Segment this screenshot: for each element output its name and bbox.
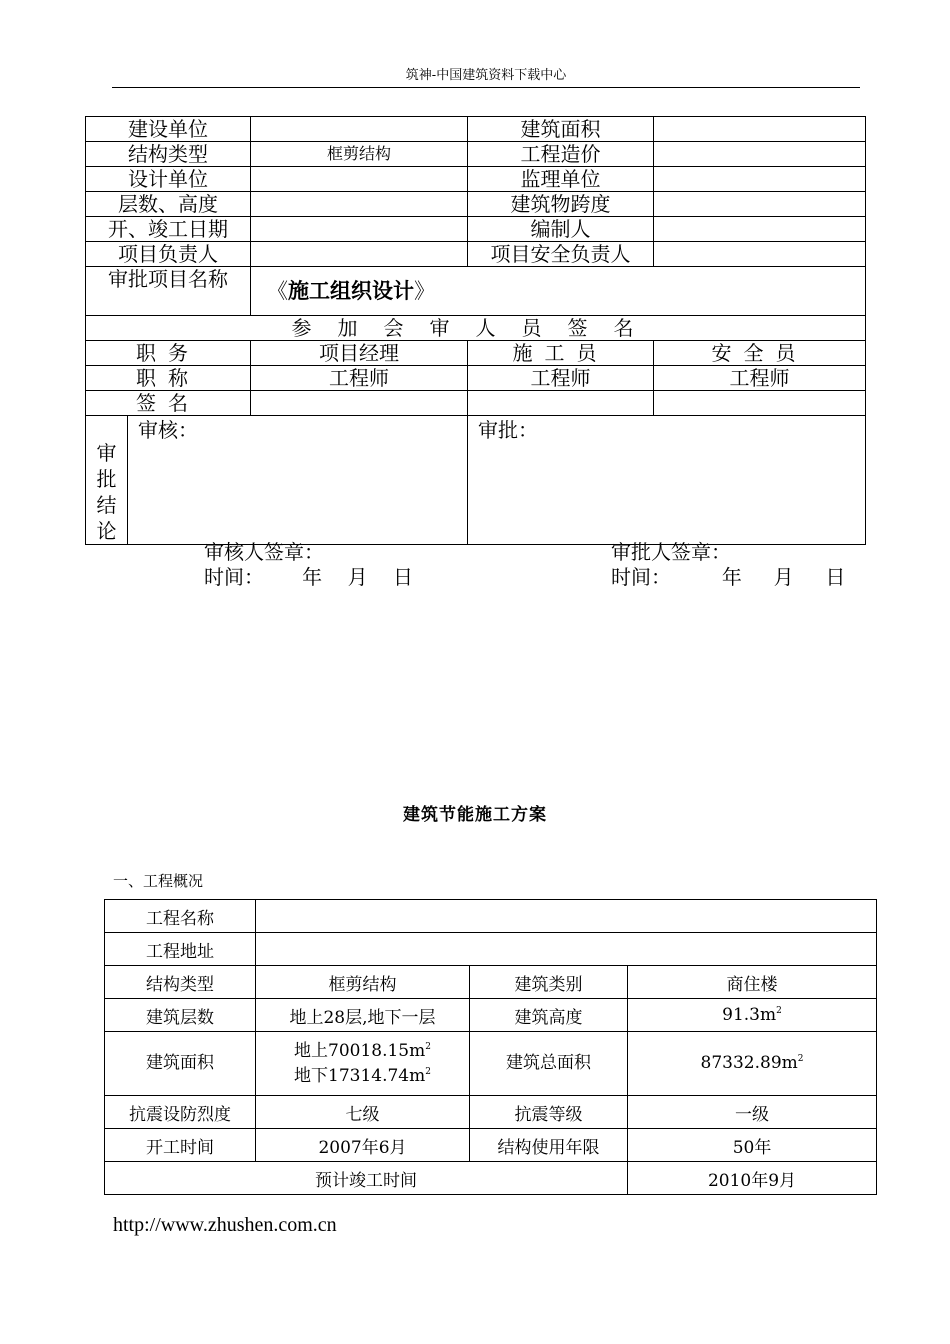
structure-type-label: 结构类型 bbox=[86, 142, 251, 167]
start-time-label: 开工时间 bbox=[105, 1129, 256, 1162]
area-below-ground bbox=[256, 1064, 469, 1089]
start-time-value: 2007年6月 bbox=[256, 1129, 470, 1162]
table-row bbox=[86, 366, 866, 391]
table-row bbox=[105, 1032, 877, 1096]
review-label: 审核： bbox=[138, 418, 198, 442]
table-row bbox=[86, 217, 866, 242]
duty-label: 职务 bbox=[86, 341, 251, 366]
table-row bbox=[86, 167, 866, 192]
table-row bbox=[86, 117, 866, 142]
building-height-sup: 2 bbox=[776, 1006, 782, 1016]
project-cost-label: 工程造价 bbox=[468, 142, 654, 167]
completion-time-value: 2010年9月 bbox=[628, 1162, 877, 1195]
building-span-value bbox=[654, 192, 866, 217]
project-name-value bbox=[251, 267, 866, 316]
conclusion-label: 审批结论 bbox=[96, 441, 117, 543]
approve-time: 时间： 年 月 日 bbox=[611, 565, 846, 589]
supervision-unit-label: 监理单位 bbox=[468, 167, 654, 192]
section-title: 一、工程概况 bbox=[113, 872, 204, 890]
title-value-2: 工程师 bbox=[468, 366, 654, 391]
sign-cell-1 bbox=[251, 391, 468, 416]
participants-header: 参加会审人员签名 bbox=[86, 316, 866, 341]
service-life-value: 50年 bbox=[628, 1129, 877, 1162]
floors-height-value bbox=[251, 192, 468, 217]
area-above-sup: 2 bbox=[425, 1041, 431, 1052]
table-row bbox=[86, 267, 866, 316]
supervision-unit-value bbox=[654, 167, 866, 192]
project-address-value bbox=[256, 933, 877, 966]
title-value-3: 工程师 bbox=[654, 366, 866, 391]
approve-signature-block bbox=[611, 540, 845, 590]
building-area-label: 建筑面积 bbox=[468, 117, 654, 142]
table-row bbox=[86, 192, 866, 217]
total-area-sup: 2 bbox=[797, 1054, 804, 1064]
title-label: 职称 bbox=[86, 366, 251, 391]
area-below-number: 地下17314.74m bbox=[294, 1065, 426, 1086]
duty-project-manager: 项目经理 bbox=[251, 341, 468, 366]
project-name-open-quote: 《 bbox=[267, 279, 288, 303]
table-row bbox=[86, 316, 866, 341]
footer-url: http://www.zhushen.com.cn bbox=[113, 1214, 337, 1236]
table-row bbox=[86, 416, 866, 545]
review-time: 时间： 年 月 日 bbox=[204, 565, 414, 589]
construction-unit-value bbox=[251, 117, 468, 142]
seismic-intensity-value: 七级 bbox=[256, 1096, 470, 1129]
construction-unit-label: 建设单位 bbox=[86, 117, 251, 142]
compiler-label: 编制人 bbox=[468, 217, 654, 242]
project-name-close-quote: 》 bbox=[414, 279, 435, 303]
design-unit-value bbox=[251, 167, 468, 192]
table-row bbox=[86, 242, 866, 267]
project-leader-value bbox=[251, 242, 468, 267]
area-above-number: 地上70018.15m bbox=[294, 1040, 426, 1061]
start-end-date-label: 开、竣工日期 bbox=[86, 217, 251, 242]
total-area-value bbox=[628, 1032, 877, 1096]
seismic-intensity-label: 抗震设防烈度 bbox=[105, 1096, 256, 1129]
building-height-number: 91.3m bbox=[722, 1005, 777, 1025]
project-name-label: 审批项目名称 bbox=[86, 267, 251, 316]
seismic-grade-value: 一级 bbox=[628, 1096, 877, 1129]
building-category-label: 建筑类别 bbox=[470, 966, 628, 999]
seismic-grade-label: 抗震等级 bbox=[470, 1096, 628, 1129]
service-life-label: 结构使用年限 bbox=[470, 1129, 628, 1162]
building-area-label-2: 建筑面积 bbox=[105, 1032, 256, 1096]
area-above-ground bbox=[256, 1039, 469, 1064]
building-floors-value: 地上28层,地下一层 bbox=[256, 999, 470, 1032]
duty-safety-officer: 安全员 bbox=[654, 341, 866, 366]
project-address-label: 工程地址 bbox=[105, 933, 256, 966]
project-name-label-2: 工程名称 bbox=[105, 900, 256, 933]
approve-label: 审批： bbox=[478, 418, 538, 442]
table-row bbox=[105, 1129, 877, 1162]
table-row bbox=[105, 1096, 877, 1129]
approve-section bbox=[468, 416, 866, 589]
building-span-label: 建筑物跨度 bbox=[468, 192, 654, 217]
sign-cell-2 bbox=[468, 391, 654, 416]
table-row bbox=[105, 1162, 877, 1195]
table-row bbox=[105, 900, 877, 933]
total-area-number: 87332.89m bbox=[700, 1053, 798, 1073]
safety-leader-value bbox=[654, 242, 866, 267]
building-area-value bbox=[654, 117, 866, 142]
floors-height-label: 层数、高度 bbox=[86, 192, 251, 217]
duty-constructor: 施工员 bbox=[468, 341, 654, 366]
project-leader-label: 项目负责人 bbox=[86, 242, 251, 267]
building-height-label: 建筑高度 bbox=[470, 999, 628, 1032]
table-row bbox=[86, 142, 866, 167]
structure-type-value: 框剪结构 bbox=[251, 142, 468, 167]
table-row bbox=[86, 391, 866, 416]
table-row bbox=[86, 341, 866, 366]
structure-type-label-2: 结构类型 bbox=[105, 966, 256, 999]
table-row bbox=[105, 999, 877, 1032]
area-below-sup: 2 bbox=[425, 1066, 431, 1077]
page-header: 筑神-中国建筑资料下载中心 bbox=[112, 64, 860, 88]
compiler-value bbox=[654, 217, 866, 242]
design-unit-label: 设计单位 bbox=[86, 167, 251, 192]
building-height-value bbox=[628, 999, 877, 1032]
sign-cell-3 bbox=[654, 391, 866, 416]
project-name-text: 施工组织设计 bbox=[288, 278, 414, 303]
review-section bbox=[128, 416, 468, 589]
table-row bbox=[105, 933, 877, 966]
project-overview-table bbox=[104, 899, 877, 1195]
structure-type-value-2: 框剪结构 bbox=[256, 966, 470, 999]
project-cost-value bbox=[654, 142, 866, 167]
approve-signer-label: 审批人签章： bbox=[611, 540, 731, 564]
table-row bbox=[105, 966, 877, 999]
total-area-label: 建筑总面积 bbox=[470, 1032, 628, 1096]
conclusion-label-cell bbox=[86, 416, 128, 545]
building-floors-label: 建筑层数 bbox=[105, 999, 256, 1032]
review-signer-label: 审核人签章： bbox=[204, 540, 324, 564]
review-signature-block bbox=[204, 540, 413, 590]
approval-form-table bbox=[85, 116, 866, 589]
safety-leader-label: 项目安全负责人 bbox=[468, 242, 654, 267]
title-value-1: 工程师 bbox=[251, 366, 468, 391]
building-category-value: 商住楼 bbox=[628, 966, 877, 999]
project-name-value-2 bbox=[256, 900, 877, 933]
completion-time-label: 预计竣工时间 bbox=[105, 1162, 628, 1195]
start-end-date-value bbox=[251, 217, 468, 242]
sign-label: 签名 bbox=[86, 391, 251, 416]
document-title: 建筑节能施工方案 bbox=[403, 805, 547, 825]
building-area-value-2 bbox=[256, 1032, 470, 1096]
